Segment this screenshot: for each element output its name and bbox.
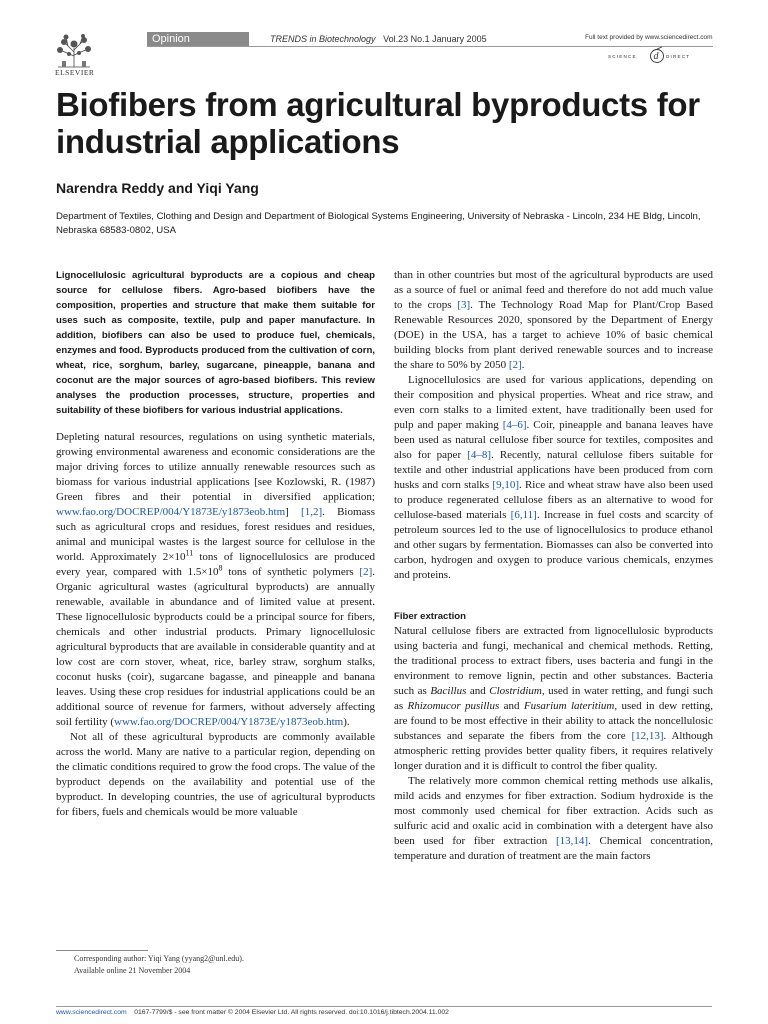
corresponding-author-note: Corresponding author: Yiqi Yang (yyang2@unl.edu). — [74, 954, 244, 963]
right-column — [394, 268, 713, 864]
fao-link[interactable]: www.fao.org/DOCREP/004/Y1873E/y1873eob.htm — [56, 506, 286, 518]
fulltext-provider: Full text provided by www.sciencedirect.com — [585, 34, 713, 41]
section-label: Opinion — [147, 32, 249, 46]
copyright-doi: 0167-7799/$ - see front matter © 2004 Elsevier Ltd. All rights reserved. doi:10.1016/j.tibtech.2004.11.002 — [134, 1009, 449, 1016]
journal-name: TRENDS in Biotechnology — [270, 34, 376, 44]
fao-link[interactable]: www.fao.org/DOCREP/004/Y1873E/y1873eob.htm — [114, 716, 344, 728]
citation-ref[interactable]: [1,2] — [301, 506, 323, 518]
intro-paragraph-2: Not all of these agricultural byproducts are commonly available across the world. Many are native to a particular region, depending on the climatic conditions required to grow the food crops. The value of the byproduct depends on the availability and potential use of the byproduct. In developing countries, the use of agricultural byproducts for fibers, fuels and chemicals would be more valuable — [56, 731, 376, 818]
citation-ref[interactable]: [4–6] — [502, 419, 527, 431]
sciencedirect-logo-icon — [608, 45, 712, 65]
fiber-extraction-paragraph-2: The relatively more common chemical retting methods use alkalis, mild acids and enzymes for fiber extraction. Sodium hydroxide is the most commonly used chemical for fiber extraction. Acids such as sulfuric acid and oxalic acid in combination with a detergent have also been used for fiber extraction [13,14]. Chemical concentration, temperature and duration of treatment are the main factors — [394, 775, 714, 862]
volume-date: Vol.23 No.1 January 2005 — [383, 34, 487, 44]
footnote — [74, 953, 244, 977]
article-title: Biofibers from agricultural byproducts for industrial applications — [56, 86, 700, 160]
journal-citation — [270, 34, 487, 44]
citation-ref[interactable]: [2] — [359, 566, 373, 578]
svg-text:d: d — [653, 51, 659, 62]
page-footer — [56, 1009, 449, 1016]
footnote-rule — [56, 950, 148, 951]
citation-ref[interactable]: [3] — [457, 299, 471, 311]
intro-paragraph-1: Depleting natural resources, regulations on using synthetic materials, growing environmental awareness and economic considerations are the major driving forces to utilize annually renewable resources such as biomass for various industrial applications [see Kozlowski, R. (1987) Green fibres and their potential in diversified application; www.fao.org/DOCREP/004/Y1873E/y1873eob.htm] [1,2]. Biomass such as agricultural crops and residues, forest residues and residues, animal and municipal wastes is the largest source for cellulose in the world. Approximately $2\times 10^{11}$ tons of lignocellulosics are produced every year, compared with $1.5\times 10^8$ tons of synthetic polymers [2]. Organic agricultural wastes (agricultural byproducts) are annually renewable, available in abundance and of limited value at present. These lignocellulosic byproducts could be a principal source for fibers, chemicals and other industrial products. Primary lignocellulosic agricultural byproducts that are available in considerable quantity and at low cost are corn stover, wheat, rice, barley straw, sorghum stalks, coconut husks (coir), sugarcane bagasse, and pineapple and banana leaves. Using these crop residues for industrial applications could be an additional source of revenue for farmers, without adversely affecting soil fertility (www.fao.org/DOCREP/004/Y1873E/y1873eob.htm). — [56, 431, 376, 728]
author-affiliation: Department of Textiles, Clothing and Design and Department of Biological Systems Engineering, University of Nebraska - Lincoln, 234 HE Bldg, Lincoln, Nebraska 68583-0802, USA — [56, 211, 701, 236]
publisher-name: ELSEVIER — [55, 68, 95, 77]
citation-ref[interactable]: [9,10] — [492, 479, 519, 491]
footer-rule — [56, 1006, 712, 1007]
intro-paragraph-4: Lignocellulosics are used for various applications, depending on their composition and physical properties. Wheat and rice straw, and even corn stalks to a limited extent, have traditionally been used for pulp and paper making [4–6]. Coir, pineapple and banana leaves have been used as natural cellulose fiber source for textiles, composites and also for paper [4–8]. Recently, natural cellulose fibers suitable for textile and other industrial applications have been produced from corn husks and corn stalks [9,10]. Rice and wheat straw have also been used to produce regenerated cellulose fibers as an alternative to wood for cellulose-based materials [6,11]. Increase in fuel costs and scarcity of petroleum sources led to the use of lignocellulosics to produce ethanol and other sugars by fermentation. Biomasses can also be converted into carbon, hydrogen and oxygen to produce various chemicals, enzymes and proteins. — [394, 374, 713, 581]
section-heading: Fiber extraction — [394, 611, 466, 622]
svg-text:SCIENCE: SCIENCE — [608, 54, 637, 59]
citation-ref[interactable]: [2] — [508, 359, 522, 371]
article-authors: Narendra Reddy and Yiqi Yang — [56, 180, 259, 196]
left-column — [56, 268, 375, 820]
citation-ref[interactable]: [6,11] — [510, 509, 537, 521]
citation-ref[interactable]: [4–8] — [467, 449, 491, 461]
abstract: Lignocellulosic agricultural byproducts are a copious and cheap source for cellulose fibers. Agro-based biofibers have the composition, properties and structure that make them suitable for uses such as composite, textile, pulp and paper manufacture. In addition, biofibers can also be used to produce fuel, chemicals, enzymes and food. Byproducts produced from the cultivation of corn, wheat, rice, sorghum, barley, sugarcane, pineapple, banana and coconut are the major sources of agro-based biofibers. This review analyses the production processes, structure, properties and suitability of these biofibers for various industrial applications. — [56, 270, 375, 416]
intro-paragraph-3: than in other countries but most of the agricultural byproducts are used as a source of fuel or animal feed and therefore do not add much value to the crops [3]. The Technology Road Map for Plant/Crop Based Renewable Resources 2020, sponsored by the Department of Energy (DOE) in the USA, has a target to achieve 10% of basic chemical building blocks from plant derived renewable sources and to increase the share to 50% by 2050 [2]. — [394, 269, 713, 371]
citation-ref[interactable]: [12,13] — [631, 730, 664, 742]
svg-text:DIRECT: DIRECT — [666, 54, 691, 59]
page-header — [0, 0, 768, 80]
citation-ref[interactable]: [13,14] — [556, 835, 589, 847]
fiber-extraction-paragraph-1: Natural cellulose fibers are extracted from lignocellulosic byproducts using bacteria and fungi, mechanical and chemical methods. Retting, the traditional process to extract fibers, uses bacteria and fungi in the environment to remove lignin, pectin and other substances. Bacteria such as Bacillus and Clostridium, used in water retting, and fungi such as Rhizomucor pusillus and Fusarium lateritium, used in dew retting, are found to be most effective in their ability to attack the noncellulosic substances and separate the fibers from the core [12,13]. Although atmospheric retting provides better quality fibers, it requires relatively longer duration and it is difficult to control the fiber quality. — [394, 625, 713, 772]
available-online-note: Available online 21 November 2004 — [74, 966, 191, 975]
sciencedirect-url[interactable]: www.sciencedirect.com — [56, 1009, 127, 1016]
